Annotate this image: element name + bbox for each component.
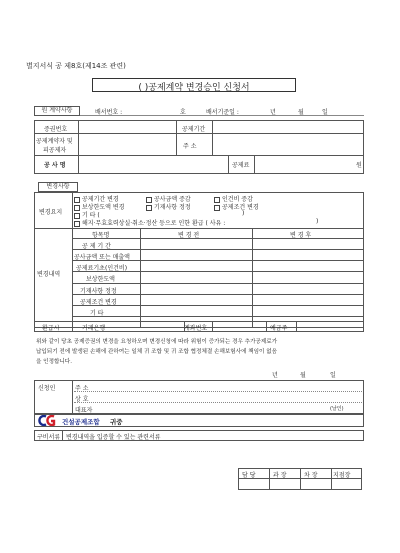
endorsement-date-day: 일	[322, 109, 328, 116]
row-period: 공 제 기 간	[82, 243, 111, 250]
reason-limit[interactable]: 보상한도액 변경	[74, 202, 124, 211]
checkbox-correction[interactable]	[146, 205, 152, 211]
row-labor: 공제료기초(인건비)	[76, 265, 128, 272]
approval-manager: 과 장	[273, 472, 287, 479]
approval-branch-head: 지점장	[333, 472, 351, 479]
endorsement-no-label: 배서번호 :	[95, 109, 123, 116]
contractor-label-1: 공제계약자 및	[36, 138, 73, 145]
change-reason-label: 변경요지	[39, 209, 63, 216]
date-day: 일	[330, 372, 336, 379]
applicant-label: 신청인	[38, 385, 56, 392]
endorsement-no-unit: 호	[180, 109, 186, 116]
title-box	[92, 78, 296, 92]
col-before: 변 경 전	[178, 232, 200, 239]
reason-other[interactable]: 기 타 (	[74, 210, 100, 219]
contract-label-box	[34, 106, 80, 116]
statement-line-2: 납입되기 전에 발생된 손해에 관하여는 일체 귀 조합 및 귀 조합 협정체결 손해보험사에 책임이 없음	[36, 349, 278, 355]
row-other: 기 타	[90, 310, 104, 317]
reason-correction[interactable]: 기재사항 정정	[146, 202, 191, 211]
seal-label: (날인)	[330, 406, 344, 412]
reason-other-close: )	[242, 210, 245, 217]
reason-condition[interactable]: 공제조건 변경	[214, 202, 259, 211]
endorsement-date-month: 월	[298, 109, 304, 116]
address-label: 주 소	[183, 143, 197, 150]
page-title: ( )공제계약 변경승인 신청서	[138, 83, 250, 93]
row-correction: 기재사항 정정	[80, 288, 117, 295]
contractor-label-2: 피공제자	[43, 147, 67, 154]
approval-staff: 담 당	[242, 472, 256, 479]
date-year: 년	[272, 372, 278, 379]
col-item-name: 항목명	[92, 232, 110, 239]
period-label: 공제기간	[182, 126, 206, 133]
applicant-address-label: 주 소	[75, 385, 89, 392]
docs-label: 구비서류	[37, 434, 61, 441]
refund-account-label: 계좌번호	[184, 325, 208, 332]
reason-labor[interactable]: 인건비 증감	[214, 194, 253, 203]
endorsement-date-year: 년	[270, 109, 276, 116]
contract-label: 원 계약사항	[41, 107, 73, 114]
reason-refund[interactable]: 해지·무효효력상실·취소·정산 등으로 인한 환급 ( 사유 :	[74, 218, 225, 227]
row-limit: 보상한도액	[86, 276, 115, 283]
premium-unit: 원	[356, 162, 362, 169]
work-name-label: 공 사 명	[44, 162, 66, 169]
org-name: 건설공제조합	[62, 418, 100, 426]
docs-value: 변경내역을 입증할 수 있는 관련서류	[66, 434, 161, 441]
cg-logo-icon	[37, 415, 59, 426]
date-month: 월	[300, 372, 306, 379]
change-details-label: 변경내역	[37, 271, 61, 278]
change-items-box	[38, 182, 78, 192]
statement-line-3: 을 인정합니다.	[36, 359, 72, 365]
cert-no-label: 증권번호	[44, 126, 68, 133]
reason-refund-close: )	[316, 218, 319, 225]
checkbox-refund[interactable]	[74, 221, 80, 227]
premium-label: 공제료	[232, 162, 250, 169]
row-amount: 공사금액 또는 매출액	[74, 254, 130, 261]
refund-label: 환급시	[42, 325, 60, 332]
org-to: 귀중	[110, 418, 123, 426]
change-items-label: 변경사항	[46, 183, 70, 190]
statement-line-1: 위와 같이 당초 공제증권의 변경을 요청하오며 변경신청에 따라 위험이 증가되는 경우 추가공제료가	[36, 339, 278, 345]
endorsement-date-label: 배서기준일 :	[206, 109, 239, 116]
applicant-rep-label: 대표자	[75, 407, 93, 414]
refund-holder-label: 예금주	[270, 325, 288, 332]
row-condition: 공제조건 변경	[80, 299, 117, 306]
approval-deputy: 차 장	[304, 472, 318, 479]
col-after: 변 경 후	[290, 232, 312, 239]
refund-bank-label: 거래은행	[82, 325, 106, 332]
form-number: 별지서식 공 제8호(제14조 관련)	[26, 62, 126, 70]
applicant-company-label: 상 호	[75, 396, 89, 403]
checkbox-condition[interactable]	[214, 205, 220, 211]
reason-period[interactable]: 공제기간 변경	[74, 194, 119, 203]
reason-amount[interactable]: 공사금액 증감	[146, 194, 191, 203]
